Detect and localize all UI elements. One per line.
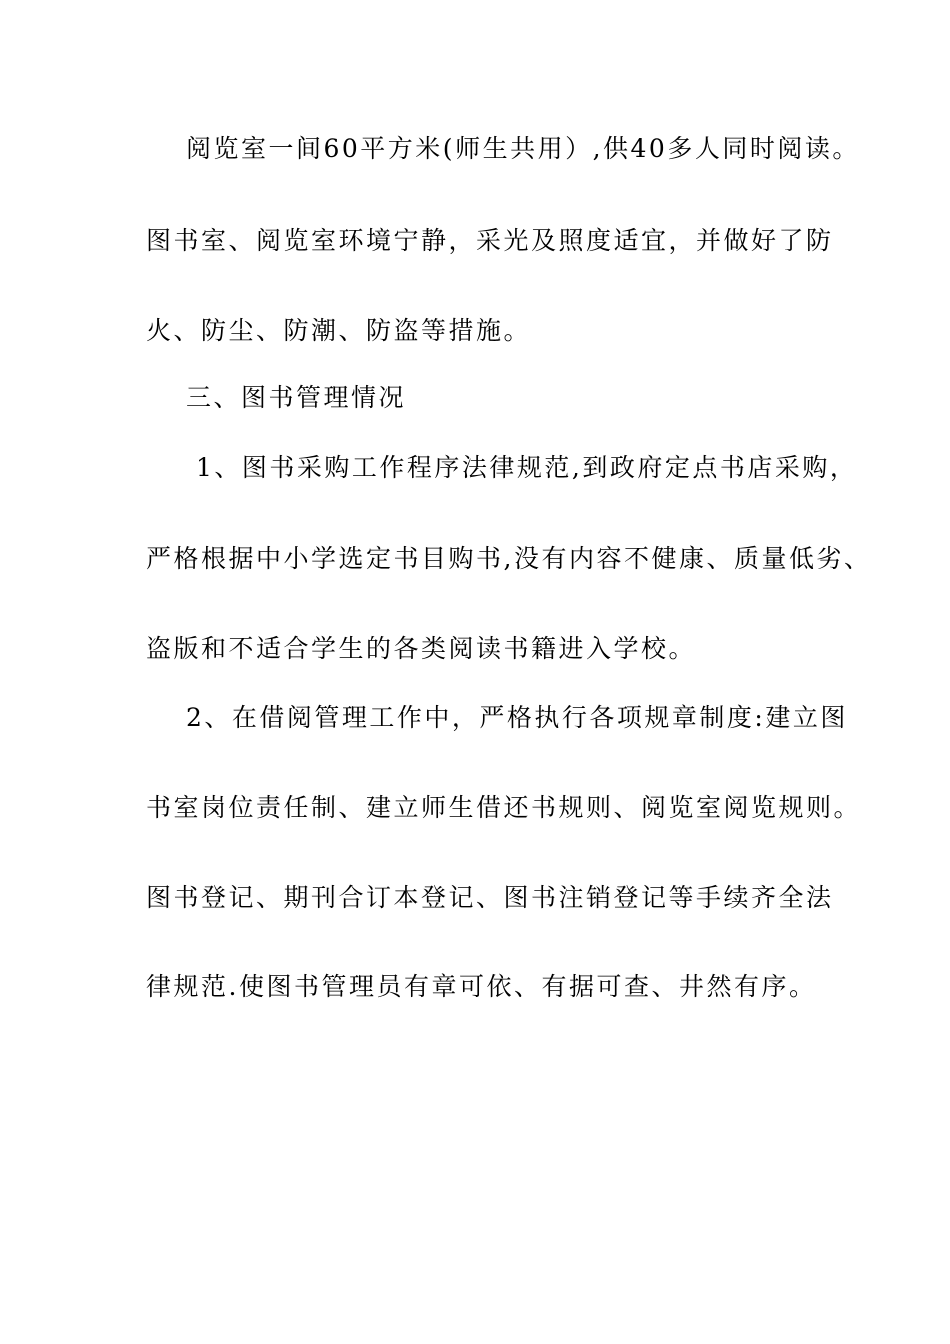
section-heading: 三、图书管理情况	[186, 383, 407, 412]
paragraph-line: 盗版和不适合学生的各类阅读书籍进入学校。	[146, 634, 697, 663]
paragraph-line: 律规范.使图书管理员有章可依、有据可查、井然有序。	[146, 972, 817, 1001]
paragraph-line: 书室岗位责任制、建立师生借还书规则、阅览室阅览规则。	[146, 793, 862, 822]
paragraph-line: 阅览室一间60平方米(师生共用）,供40多人同时阅读。	[186, 134, 860, 163]
paragraph-line: 火、防尘、防潮、防盗等措施。	[146, 316, 532, 345]
paragraph-line: 2、在借阅管理工作中，严格执行各项规章制度:建立图	[186, 703, 848, 732]
paragraph-line: 图书登记、期刊合订本登记、图书注销登记等手续齐全法	[146, 883, 834, 912]
paragraph-line: 图书室、阅览室环境宁静，采光及照度适宜，并做好了防	[146, 226, 834, 255]
paragraph-line: 严格根据中小学选定书目购书,没有内容不健康、质量低劣、	[146, 544, 872, 573]
paragraph-line: 1、图书采购工作程序法律规范,到政府定点书店采购，	[196, 453, 858, 482]
